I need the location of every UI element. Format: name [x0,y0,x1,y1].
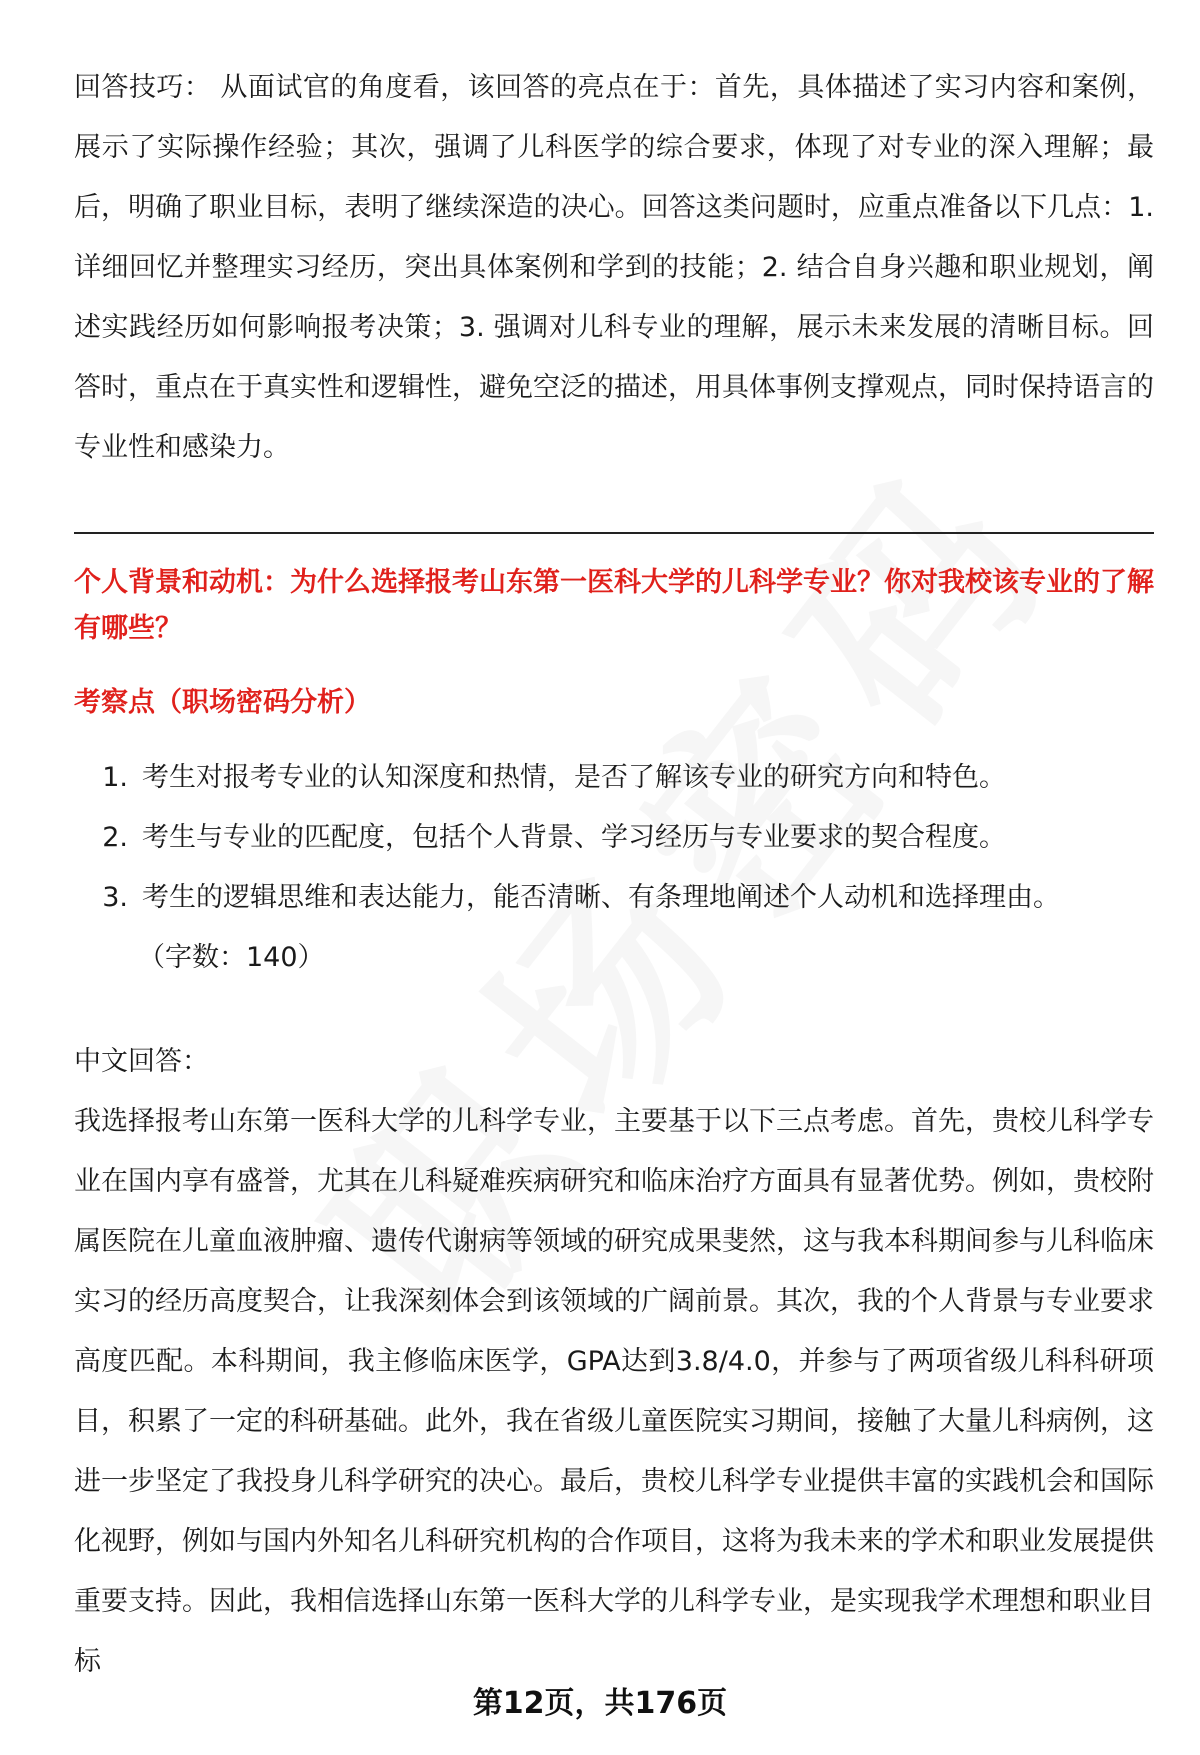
list-item [74,868,1154,928]
answer-label: 中文回答： [74,1046,209,1077]
answer-tips-label: 回答技巧： [74,72,212,103]
answer-paragraph: 我选择报考山东第一医科大学的儿科学专业，主要基于以下三点考虑。首先，贵校儿科学专业在国内享有盛誉，尤其在儿科疑难疾病研究和临床治疗方面具有显著优势。例如，贵校附属医院在儿童血液肿瘤、遗传代谢病等领域的研究成果斐然，这与我本科期间参与儿科临床实习的经历高度契合，让我深刻体会到该领域的广阔前景。其次，我的个人背景与专业要求高度匹配。本科期间，我主修临床医学，GPA达到3.8/4.0，并参与了两项省级儿科科研项目，积累了一定的科研基础。此外，我在省级儿童医院实习期间，接触了大量儿科病例，这进一步坚定了我投身儿科学研究的决心。最后，贵校儿科学专业提供丰富的实践机会和国际化视野，例如与国内外知名儿科研究机构的合作项目，这将为我未来的学术和职业发展提供重要支持。因此，我相信选择山东第一医科大学的儿科学专业，是实现我学术理想和职业目标 [74,1106,1154,1677]
answer-tips-paragraph [74,58,1154,478]
word-count: （字数：140） [138,942,325,973]
answer-tips-text: 从面试官的角度看，该回答的亮点在于：首先，具体描述了实习内容和案例，展示了实际操作经验；其次，强调了儿科医学的综合要求，体现了对专业的深入理解；最后，明确了职业目标，表明了继续深造的决心。回答这类问题时，应重点准备以下几点：1. 详细回忆并整理实习经历，突出具体案例和学到的技能；2. 结合自身兴趣和职业规划，阐述实践经历如何影响报考决策；3. 强调对儿科专业的理解，展示未来发展的清晰目标。回答时，重点在于真实性和逻辑性，避免空泛的描述，用具体事例支撑观点，同时保持语言的专业性和感染力。 [74,72,1155,463]
list-item-text: 考生的逻辑思维和表达能力，能否清晰、有条理地阐述个人动机和选择理由。 [142,882,1060,913]
page-footer: 第12页，共176页 [472,1686,728,1721]
list-item-number: 3. [102,882,128,913]
document-page [74,58,1154,1692]
list-item-text: 考生与专业的匹配度，包括个人背景、学习经历与专业要求的契合程度。 [142,822,1006,853]
list-item-number: 2. [102,822,128,853]
points-heading: 考察点（职场密码分析） [74,687,371,718]
list-item-number: 1. [102,762,128,793]
section-divider [74,532,1154,534]
list-item-text: 考生对报考专业的认知深度和热情，是否了解该专业的研究方向和特色。 [142,762,1006,793]
list-item [74,808,1154,868]
points-list [74,748,1154,928]
list-item [74,748,1154,808]
interview-question: 个人背景和动机：为什么选择报考山东第一医科大学的儿科学专业？你对我校该专业的了解有哪些？ [74,567,1154,644]
